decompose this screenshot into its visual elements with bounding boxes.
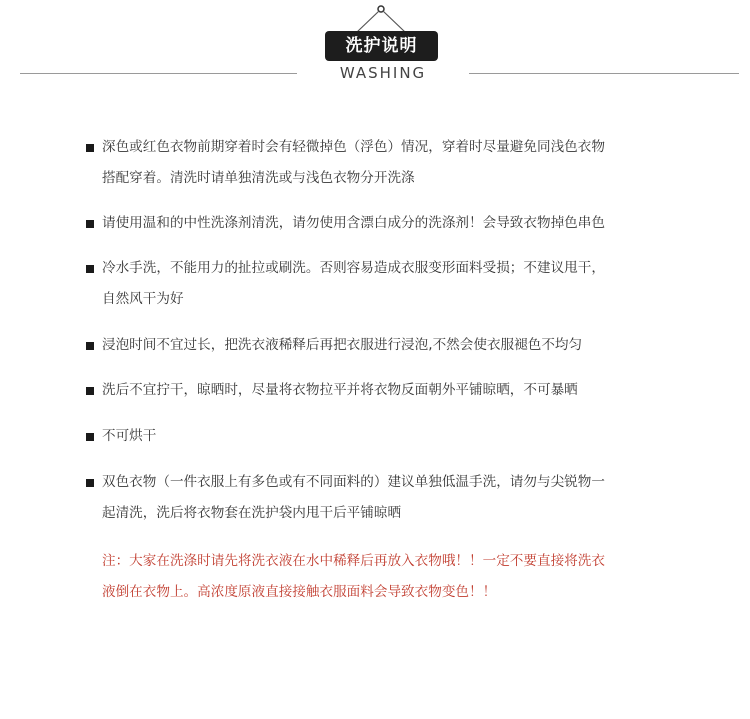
list-item-line: 冷水手洗，不能用力的扯拉或刷洗。否则容易造成衣服变形面料受损；不建议甩干， (102, 260, 605, 276)
list-item (86, 139, 656, 194)
list-item-line: 不可烘干 (102, 428, 157, 444)
warning-note (102, 546, 662, 608)
bullet-icon (86, 342, 94, 350)
list-item (86, 474, 656, 529)
list-item-line: 自然风干为好 (102, 291, 184, 307)
bullet-icon (86, 479, 94, 487)
bullet-icon (86, 220, 94, 228)
divider-right (469, 73, 739, 74)
list-item-line: 洗后不宜拧干，晾晒时，尽量将衣物拉平并将衣物反面朝外平铺晾晒，不可暴晒 (102, 382, 578, 398)
list-item-line: 浸泡时间不宜过长，把洗衣液稀释后再把衣服进行浸泡,不然会使衣服褪色不均匀 (102, 337, 583, 353)
list-item (86, 428, 656, 452)
list-item (86, 382, 656, 406)
list-item (86, 337, 656, 361)
list-item (86, 260, 656, 315)
bullet-icon (86, 265, 94, 273)
list-item-line: 双色衣物（一件衣服上有多色或有不同面料的）建议单独低温手洗，请勿与尖锐物一 (102, 474, 605, 490)
page-subtitle: WASHING (339, 64, 427, 82)
list-item-line: 请使用温和的中性洗涤剂清洗，请勿使用含漂白成分的洗涤剂！会导致衣物掉色串色 (102, 215, 605, 231)
bullet-icon (86, 144, 94, 152)
page-title: 洗护说明 (325, 31, 438, 61)
warning-note-line: 注：大家在洗涤时请先将洗衣液在水中稀释后再放入衣物哦！！一定不要直接将洗衣 (102, 553, 605, 569)
bullet-icon (86, 387, 94, 395)
list-item (86, 215, 656, 239)
header (0, 0, 750, 90)
list-item-line: 深色或红色衣物前期穿着时会有轻微掉色（浮色）情况，穿着时尽量避免同浅色衣物 (102, 139, 605, 155)
bullet-icon (86, 433, 94, 441)
divider-left (20, 73, 297, 74)
list-item-line: 起清洗，洗后将衣物套在洗护袋内甩干后平铺晾晒 (102, 505, 402, 521)
list-item-line: 搭配穿着。清洗时请单独清洗或与浅色衣物分开洗涤 (102, 170, 415, 186)
warning-note-line: 液倒在衣物上。高浓度原液直接接触衣服面料会导致衣物变色！！ (102, 584, 497, 600)
